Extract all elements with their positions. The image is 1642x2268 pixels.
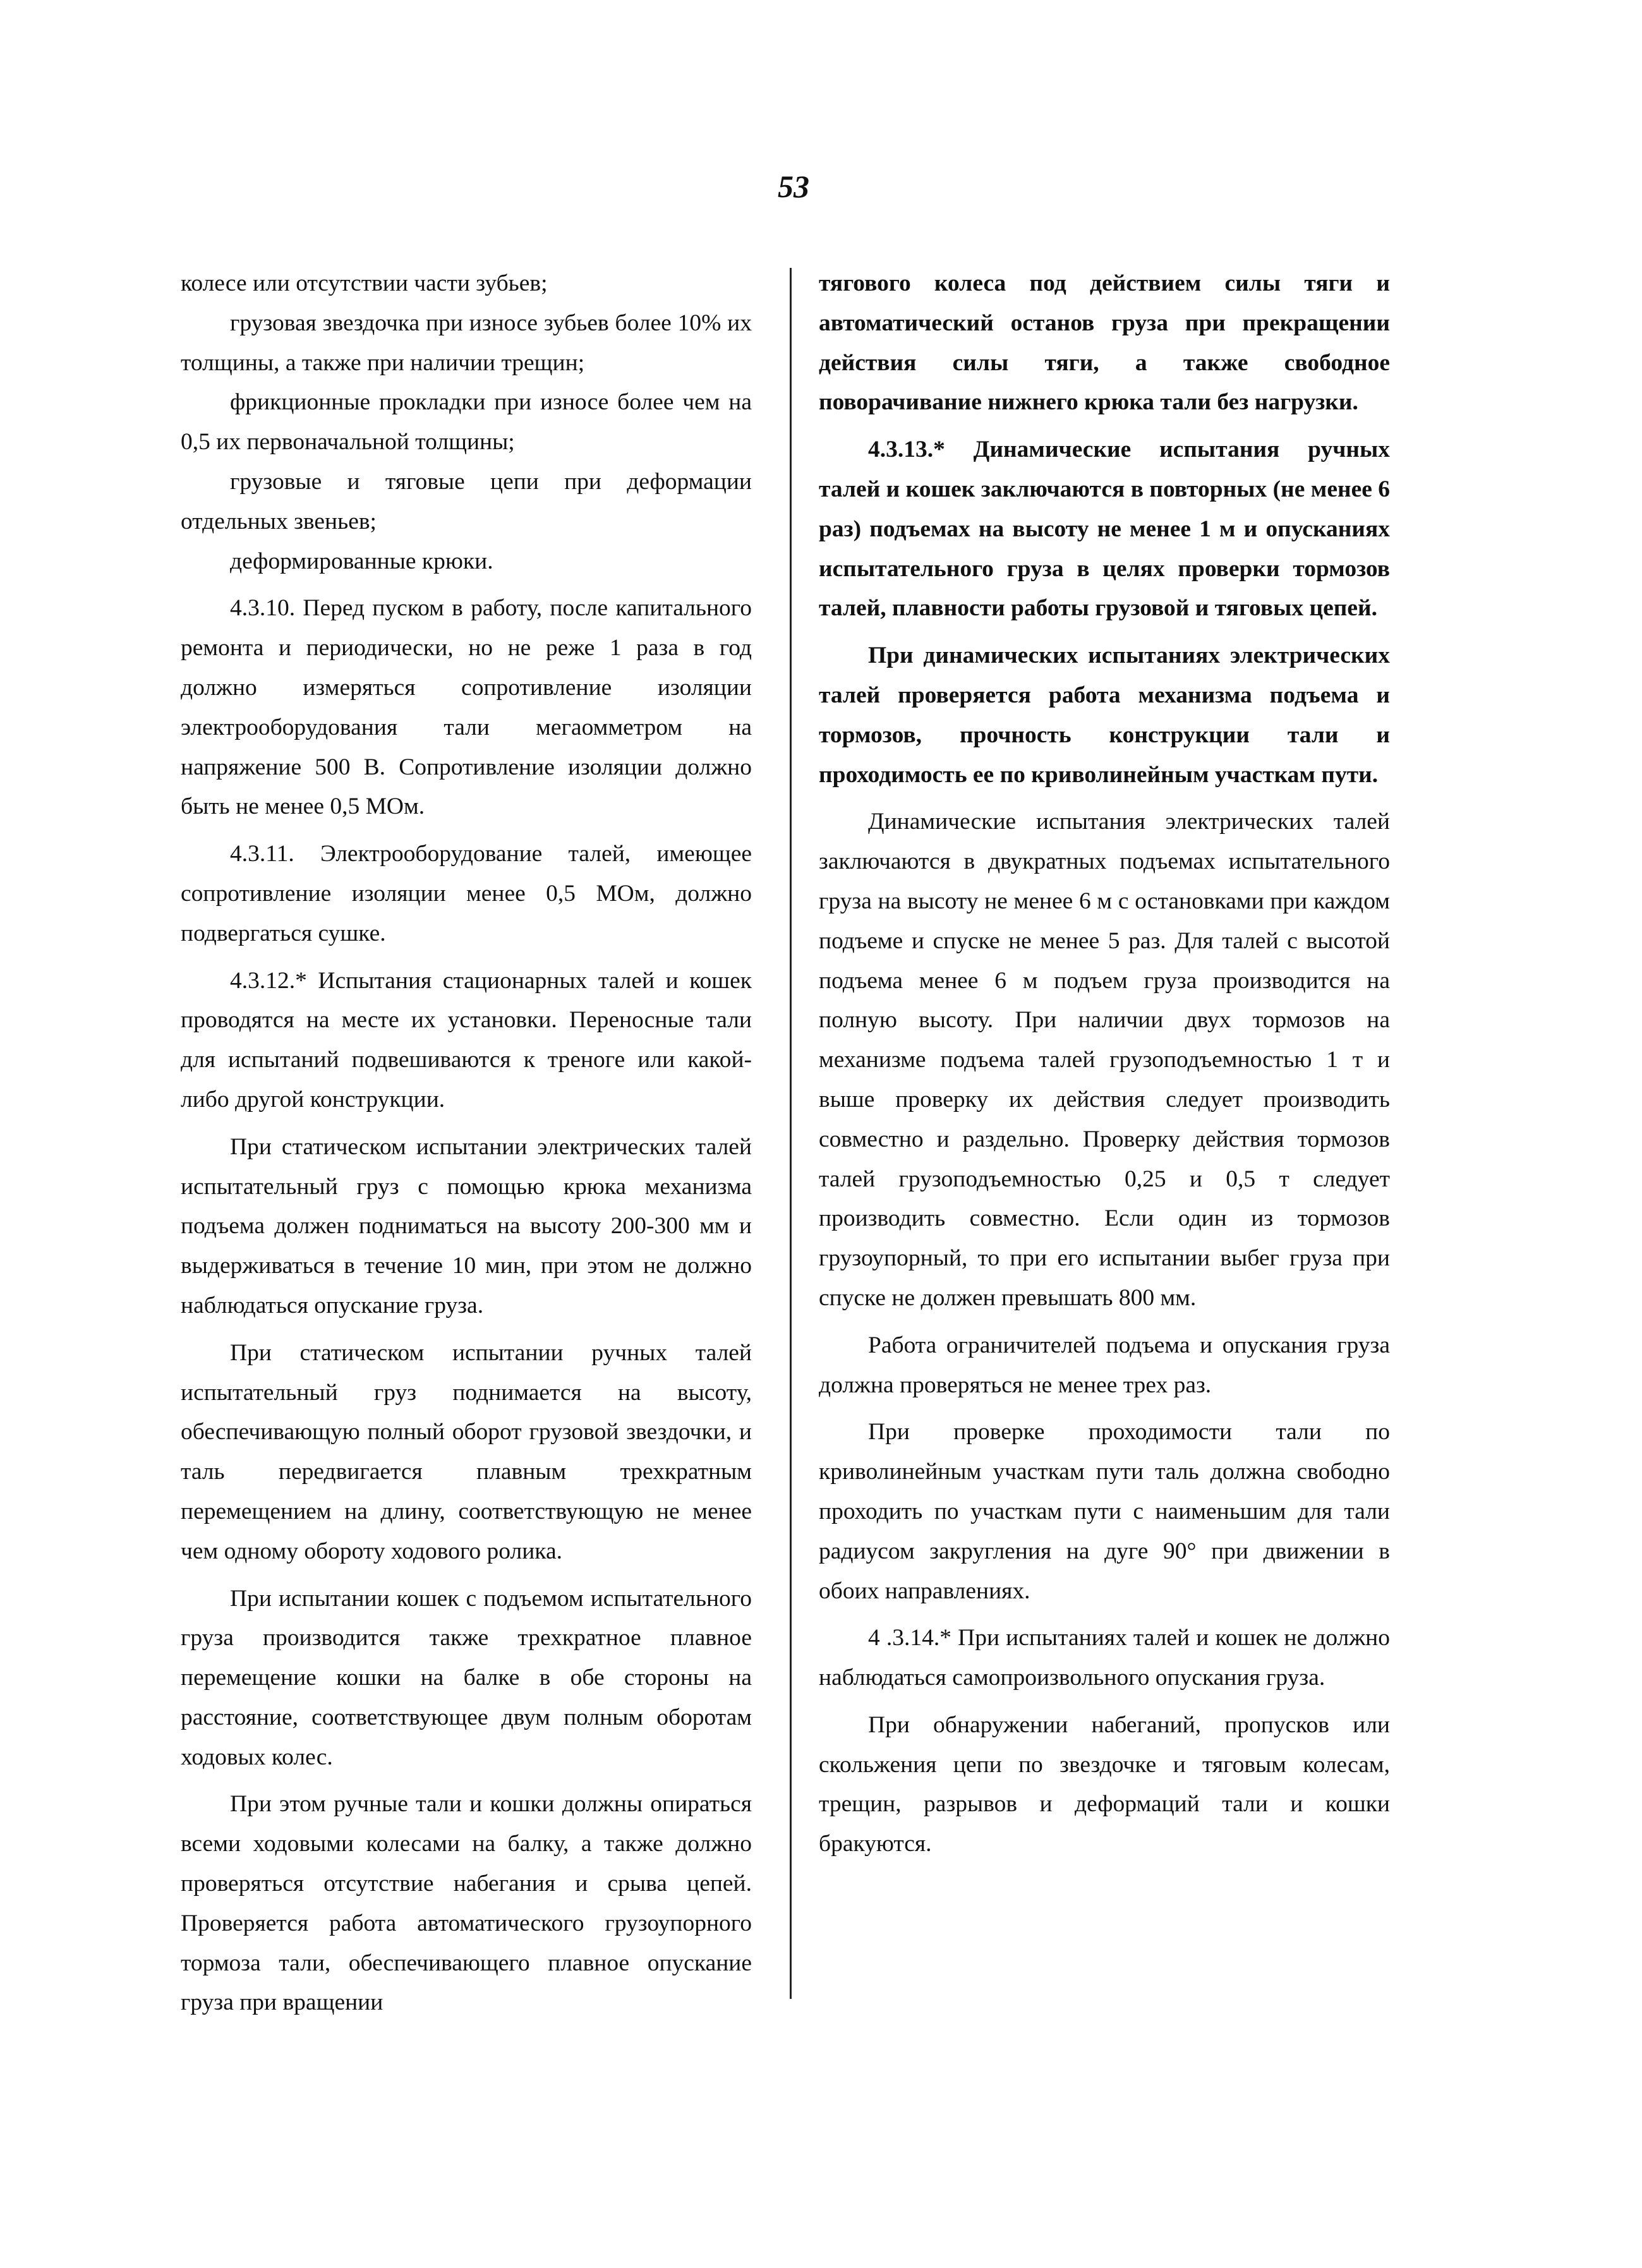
paragraph: Работа ограничителей подъема и опускания груза должна проверяться не менее трех раз. <box>819 1332 1390 1398</box>
page-number: 53 <box>778 169 809 204</box>
right-column <box>819 264 1390 1864</box>
paragraph: При этом ручные тали и кошки должны опираться всеми ходовыми колесами на балку, а также должно проверяться отсутствие набегания и срыва цепей. Проверяется работа автоматического грузоупорного тормоза тали, обеспечивающего плавное опускание груза при вращении <box>181 1791 752 2016</box>
list-item: грузовая звездочка при износе зубьев более 10% их толщины, а также при наличии трещин; <box>181 310 752 376</box>
clause-4-3-14: 4 .3.14.* При испытаниях талей и кошек не должно наблюдаться самопроизвольного опускания груза. <box>819 1625 1390 1691</box>
list-item: грузовые и тяговые цепи при деформации отдельных звеньев; <box>181 468 752 534</box>
clause-4-3-10: 4.3.10. Перед пуском в работу, после капитального ремонта и периодически, но не реже 1 раза в год должно измеряться сопротивление изоляции электрооборудования тали мегаомметром на напряжение 500 В. Сопротивление изоляции должно быть не менее 0,5 МОм. <box>181 595 752 820</box>
clause-4-3-12: 4.3.12.* Испытания стационарных талей и кошек проводятся на месте их установки. Переносные тали для испытаний подвешиваются к треноге или какой-либо другой конструкции. <box>181 967 752 1113</box>
clause-4-3-13: 4.3.13.* Динамические испытания ручных талей и кошек заключаются в повторных (не менее 6 раз) подъемах на высоту не менее 1 м и опусканиях испытательного груза в целях проверки тормозов талей, плавности работы грузовой и тяговых цепей. <box>819 437 1390 622</box>
left-column <box>181 264 752 2023</box>
paragraph: При обнаружении набеганий, пропусков или скольжения цепи по звездочке и тяговым колесам, трещин, разрывов и деформаций тали и кошки бракуются. <box>819 1711 1390 1857</box>
paragraph: При статическом испытании электрических талей испытательный груз с помощью крюка механизма подъема должен подниматься на высоту 200-300 мм и выдерживаться в течение 10 мин, при этом не должно наблюдаться опускание груза. <box>181 1133 752 1318</box>
list-item: фрикционные прокладки при износе более чем на 0,5 их первоначальной толщины; <box>181 389 752 455</box>
column-divider <box>790 268 792 1999</box>
paragraph: При проверке проходимости тали по криволинейным участкам пути таль должна свободно проходить по участкам пути с наименьшим для тали радиусом закругления на дуге 90° при движении в обоих направлениях. <box>819 1419 1390 1604</box>
list-item: деформированные крюки. <box>230 548 493 574</box>
paragraph: При статическом испытании ручных талей испытательный груз поднимается на высоту, обеспечивающую полный оборот грузовой звездочки, и таль передвигается плавным трехкратным перемещением на длину, соответствующую не менее чем одному обороту ходового ролика. <box>181 1339 752 1564</box>
paragraph: тягового колеса под действием силы тяги и автоматический останов груза при прекращении действия силы тяги, а также свободное поворачивание нижнего крюка тали без нагрузки. <box>819 270 1390 416</box>
clause-4-3-11: 4.3.11. Электрооборудование талей, имеющее сопротивление изоляции менее 0,5 МОм, должно подвергаться сушке. <box>181 841 752 946</box>
paragraph: колесе или отсутствии части зубьев; <box>181 270 548 296</box>
paragraph: Динамические испытания электрических талей заключаются в двукратных подъемах испытательного груза на высоту не менее 6 м с остановками при каждом подъеме и спуске не менее 5 раз. Для талей с высотой подъема менее 6 м подъем груза производится на полную высоту. При наличии двух тормозов на механизме подъема талей грузоподъемностью 1 т и выше проверку их действия следует производить совместно и раздельно. Проверку действия тормозов талей грузоподъемностью 0,25 и 0,5 т следует производить совместно. Если один из тормозов грузоупорный, то при его испытании выбег груза при спуске не должен превышать 800 мм. <box>819 809 1390 1311</box>
paragraph: При динамических испытаниях электрических талей проверяется работа механизма подъема и тормозов, прочность конструкции тали и проходимость ее по криволинейным участкам пути. <box>819 642 1390 788</box>
paragraph: При испытании кошек с подъемом испытательного груза производится также трехкратное плавное перемещение кошки на балке в обе стороны на расстояние, соответствующее двум полным оборотам ходовых колес. <box>181 1585 752 1770</box>
